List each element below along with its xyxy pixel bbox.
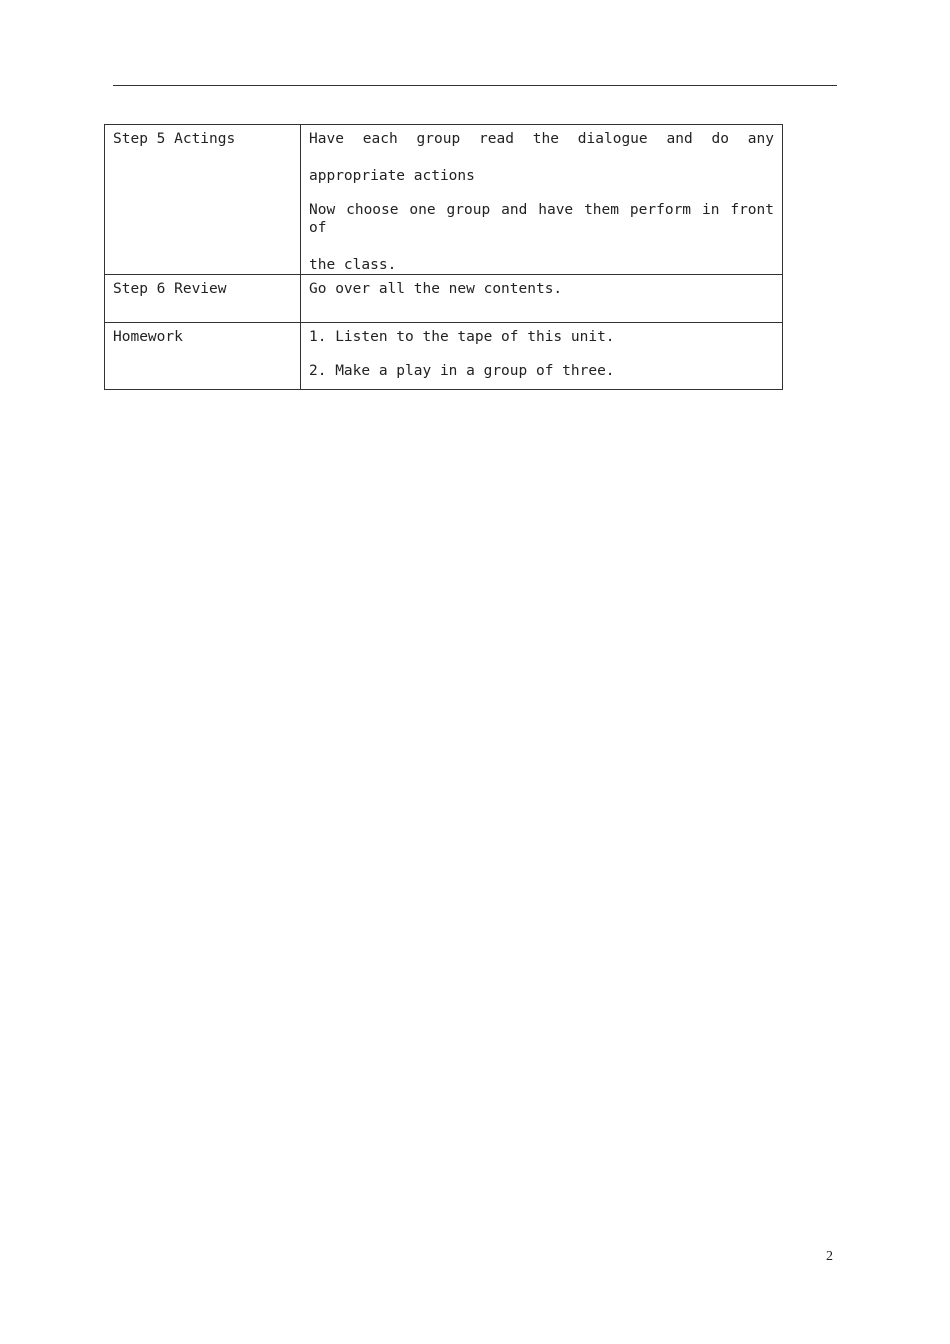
step-content-cell: [301, 125, 783, 275]
content-line: Have each group read the dialogue and do any: [309, 131, 774, 147]
table-row-step6: [105, 275, 783, 323]
step-content-cell: [301, 323, 783, 390]
page-number: 2: [826, 1249, 833, 1264]
step-label-cell: Step 5 Actings: [105, 125, 301, 275]
lesson-plan-table: [104, 124, 783, 390]
step-content-cell: [301, 275, 783, 323]
content-line: the class.: [309, 257, 397, 273]
header-rule: [113, 85, 837, 86]
content-line: 1. Listen to the tape of this unit.: [309, 329, 615, 345]
content-line: appropriate actions: [309, 168, 475, 184]
table-row-step5: [105, 125, 783, 275]
table-row-homework: [105, 323, 783, 390]
step-label-cell: Step 6 Review: [105, 275, 301, 323]
step-label-cell: Homework: [105, 323, 301, 390]
content-line: Go over all the new contents.: [309, 281, 563, 297]
content-line: Now choose one group and have them perform in front of: [309, 202, 774, 236]
content-line: 2. Make a play in a group of three.: [309, 363, 615, 379]
